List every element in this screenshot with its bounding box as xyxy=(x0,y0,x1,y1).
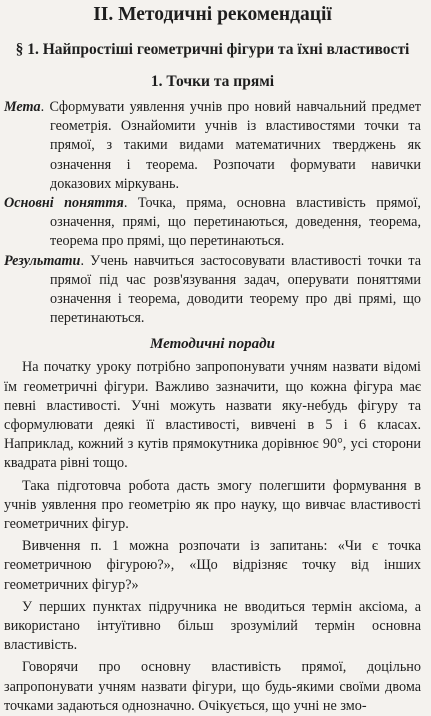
subsection-title: 1. Точки та прямі xyxy=(150,73,275,90)
goal-text: . Сформувати уявлення учнів про новий навчальний предмет геометрія. Ознайомити учнів із властивостями точки та прямої, з такими видами математичних тверджень як означення і теорема. Розпочати формувати навички доказових міркувань. xyxy=(40,99,421,192)
results-label: Результати xyxy=(4,252,81,269)
goal-label: Мета xyxy=(4,99,41,115)
body-paragraph-3: Вивчення п. 1 можна розпочати із запитань: «Чи є точка геометричною фігурою?», «Що відрізняє точку від інших геометричних фігур?» xyxy=(4,538,421,593)
concepts-paragraph xyxy=(4,194,421,252)
chapter-title: II. Методичні рекомендації xyxy=(93,4,332,25)
results-paragraph xyxy=(4,252,421,329)
results-text: . Учень навчиться застосовувати властивості точки та прямої під час розв'язування задач, оперувати поняттями означення і теорема, доводити теорему про дві прямі, що перетинаються. xyxy=(50,252,421,327)
body-paragraph-5: Говорячи про основну властивість прямої, доцільно запропонувати учням назвати фігури, що будь-якими своїми двома точками задаються однозначно. Очікується, що учні не змо- xyxy=(4,659,421,714)
body-paragraph-2: Така підготовча робота дасть змогу полегшити формування в учнів уявлення про геометрію як про науку, що вивчає властивості геометричних фігур. xyxy=(4,477,421,533)
tips-title: Методичні поради xyxy=(150,336,275,353)
concepts-label: Основні поняття xyxy=(4,195,124,212)
section-title: § 1. Найпростіші геометричні фігури та їхні властивості xyxy=(15,41,410,58)
body-paragraph-1: На початку уроку потрібно запропонувати учням назвати відомі їм геометричні фігури. Важливо зазначити, що кожна фігура має певні властивості. Учні можуть назвати яку-небудь фігуру та сформулювати деякі її властивості, вивчені в 5 і 6 класах. Наприклад, кожний з кутів прямокутника дорівнює 90°, усі сторони квадрата рівні тощо. xyxy=(4,359,421,472)
goal-paragraph xyxy=(4,98,421,194)
concepts-text: . Точка, пряма, основна властивість прямої, означення, прямі, що перетинаються, доведення, теорема, теорема про прямі, що перетинаються. xyxy=(50,195,421,250)
body-paragraph-4: У перших пунктах підручника не вводиться термін аксіома, а використано інтуїтивно більш зрозумілий термін основна властивість. xyxy=(4,598,421,654)
